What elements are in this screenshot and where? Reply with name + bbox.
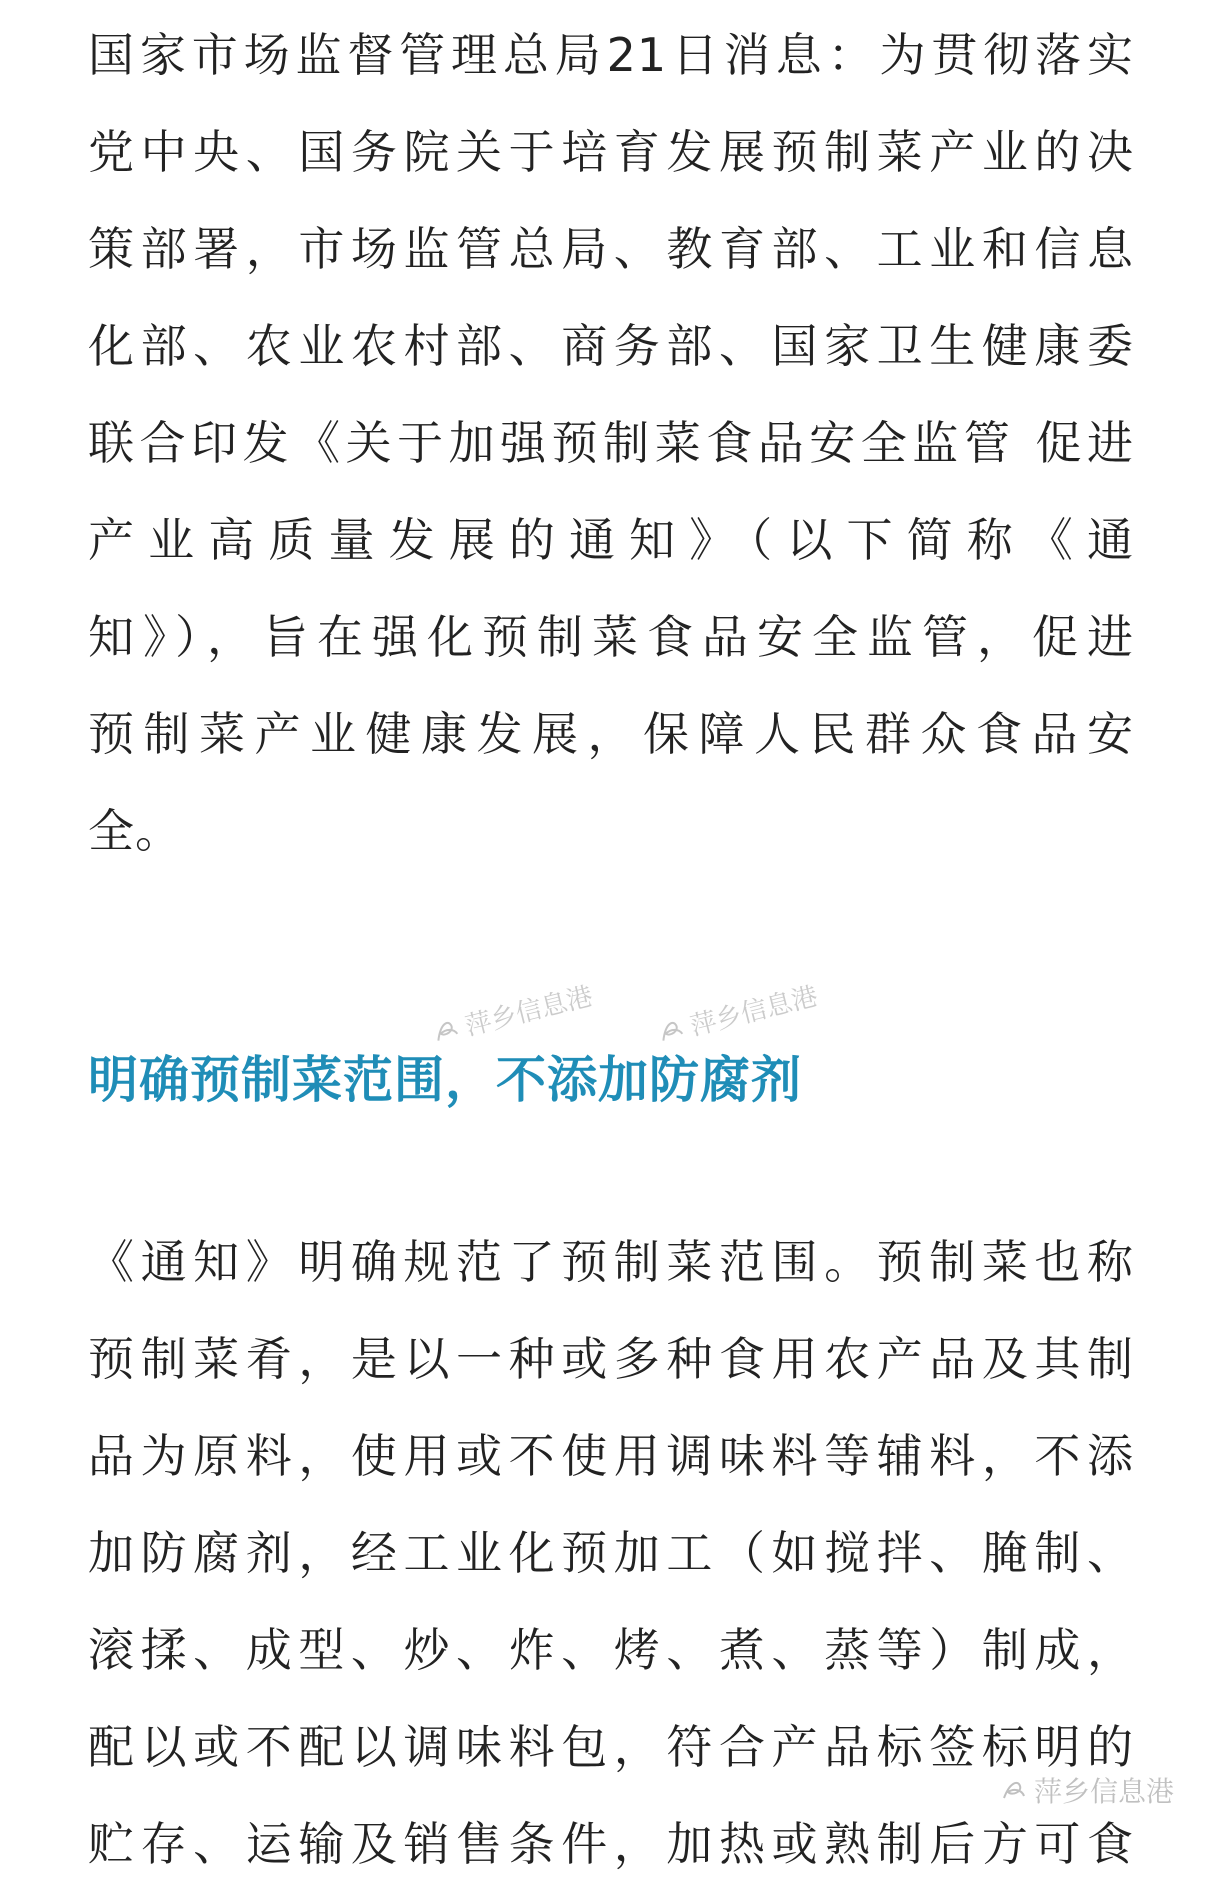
text-line: 化部、农业农村部、商务部、国家卫生健康委 bbox=[88, 319, 1134, 373]
text-line: 加防腐剂，经工业化预加工（如搅拌、腌制、 bbox=[88, 1526, 1134, 1580]
article-paragraph-scope bbox=[88, 1214, 1134, 1893]
text-line: 策部署，市场监管总局、教育部、工业和信息 bbox=[88, 222, 1134, 276]
cursive-logo-icon bbox=[654, 1013, 688, 1047]
text-line: 配以或不配以调味料包，符合产品标签标明的 bbox=[88, 1720, 1134, 1774]
text-line: 产业高质量发展的通知》（以下简称《通 bbox=[88, 513, 1134, 567]
text-line: 国家市场监督管理总局21日消息：为贯彻落实 bbox=[88, 28, 1134, 82]
text-line: 全。 bbox=[88, 804, 182, 858]
text-line: 《通知》明确规范了预制菜范围。预制菜也称 bbox=[88, 1235, 1134, 1289]
text-line: 预制菜产业健康发展，保障人民群众食品安 bbox=[88, 707, 1134, 761]
cursive-logo-icon bbox=[429, 1013, 463, 1047]
text-line: 知》），旨在强化预制菜食品安全监管，促进 bbox=[88, 610, 1134, 664]
section-heading: 明确预制菜范围，不添加防腐剂 bbox=[88, 1051, 802, 1109]
text-line: 品为原料，使用或不使用调味料等辅料，不添 bbox=[88, 1429, 1134, 1483]
watermark bbox=[1000, 1770, 1174, 1810]
text-line: 预制菜肴，是以一种或多种食用农产品及其制 bbox=[88, 1332, 1134, 1386]
text-line: 党中央、国务院关于培育发展预制菜产业的决 bbox=[88, 125, 1134, 179]
watermark-text: 萍乡信息港 bbox=[462, 981, 596, 1043]
article-paragraph-intro bbox=[88, 7, 1134, 880]
text-line: 联合印发《关于加强预制菜食品安全监管 促进 bbox=[88, 416, 1134, 470]
text-line: 贮存、运输及销售条件，加热或熟制后方可食 bbox=[88, 1817, 1134, 1871]
text-line: 滚揉、成型、炒、炸、烤、煮、蒸等）制成， bbox=[88, 1623, 1134, 1677]
watermark-text: 萍乡信息港 bbox=[687, 981, 821, 1043]
cursive-logo-icon bbox=[1000, 1776, 1028, 1804]
watermark-text: 萍乡信息港 bbox=[1034, 1775, 1175, 1808]
